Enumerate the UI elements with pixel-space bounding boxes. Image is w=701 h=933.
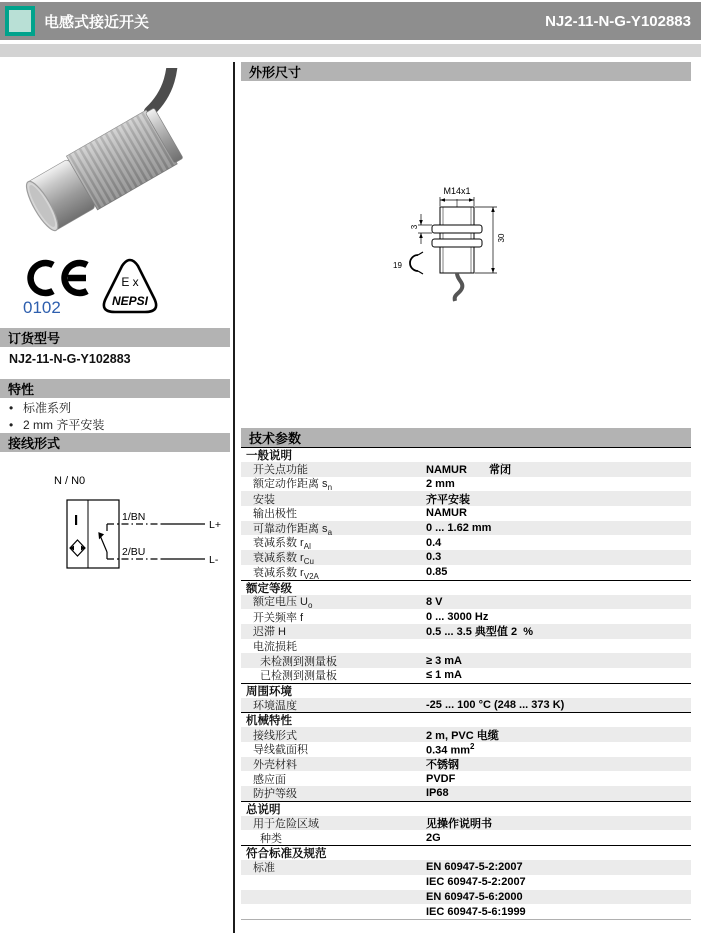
table-row <box>241 477 691 492</box>
row-value: NAMUR <box>426 507 467 520</box>
table-row <box>241 757 691 772</box>
row-value: 2G <box>426 831 441 844</box>
table-group-header: 机械特性 <box>241 712 691 727</box>
section-header-features <box>0 379 230 398</box>
row-label: 感应面 <box>253 773 286 786</box>
row-value: 不锈钢 <box>426 759 459 772</box>
table-row <box>241 742 691 757</box>
table-row <box>241 491 691 506</box>
section-title: 订货型号 <box>8 331 61 346</box>
tech-table <box>241 447 691 919</box>
nepsi-label: NEPSI <box>111 294 149 308</box>
product-code-header: NJ2-11-N-G-Y102883 <box>545 12 691 30</box>
table-bottom-rule <box>241 919 691 920</box>
row-label: 输出极性 <box>253 508 297 521</box>
row-label: 迟滞 H <box>253 626 286 639</box>
table-group-header: 总说明 <box>241 801 691 816</box>
table-row <box>241 786 691 801</box>
row-label: 安装 <box>253 493 275 506</box>
table-row <box>241 860 691 875</box>
section-title: 接线形式 <box>8 436 61 451</box>
table-group-header: 符合标准及规范 <box>241 845 691 860</box>
nepsi-mark <box>98 253 162 317</box>
row-value: 8 V <box>426 595 443 608</box>
drawing-cable <box>455 273 463 301</box>
nut-thickness-label: 3 <box>410 224 419 230</box>
header-strip <box>0 44 701 57</box>
row-value: 0.4 <box>426 536 442 549</box>
page-title: 电感式接近开关 <box>44 13 150 31</box>
row-value: IEC 60947-5-2:2007 <box>426 876 526 889</box>
page-header <box>0 2 701 40</box>
row-value: 2 m, PVC 电缆 <box>426 729 499 742</box>
switch-contact-icon <box>99 524 107 559</box>
row-value: IP68 <box>426 787 449 800</box>
row-value: -25 ... 100 °C (248 ... 373 K) <box>426 698 565 711</box>
row-value: 0 ... 3000 Hz <box>426 610 489 623</box>
row-label: 防护等级 <box>253 788 297 801</box>
table-row <box>241 890 691 905</box>
row-label: 衰减系数 $r_{V2A}$ <box>253 566 319 581</box>
row-value: 0.5 ... 3.5 典型值 2 % <box>426 626 533 639</box>
row-label: 已检测到测量板 <box>260 670 337 683</box>
wrench-size-label: 19 <box>393 261 402 270</box>
table-row <box>241 830 691 845</box>
table-row <box>241 565 691 580</box>
table-row <box>241 727 691 742</box>
table-row <box>241 875 691 890</box>
row-label: 可靠动作距离 $s_a$ <box>253 522 333 537</box>
row-value: ≤ 1 mA <box>426 669 462 682</box>
table-row <box>241 698 691 713</box>
table-row <box>241 771 691 786</box>
table-row <box>241 904 691 919</box>
cable <box>122 68 199 112</box>
table-row <box>241 595 691 610</box>
column-divider <box>233 62 235 933</box>
terminal-plus-label: L+ <box>209 519 221 531</box>
dimension-drawing <box>385 185 525 303</box>
row-label: 用于危险区域 <box>253 818 319 831</box>
row-value: 0.3 <box>426 551 442 564</box>
body-length-label: 30 <box>497 233 506 243</box>
row-value: ≥ 3 mA <box>426 654 462 667</box>
row-value: NAMUR 常闭 <box>426 464 511 477</box>
row-value: PVDF <box>426 772 456 785</box>
thread-dim-label: M14x1 <box>443 186 471 196</box>
wrench-icon <box>410 252 423 274</box>
row-label: 衰减系数 $r_{Cu}$ <box>253 551 314 567</box>
row-label: 标准 <box>253 862 275 875</box>
feature-item: • 2 mm 齐平安装 <box>9 417 104 434</box>
section-header-connection <box>0 433 230 452</box>
row-value: 0.85 <box>426 566 448 579</box>
table-row <box>241 639 691 654</box>
product-photo <box>8 68 222 254</box>
row-label: 种类 <box>260 832 282 845</box>
row-label: 开关点功能 <box>253 464 308 477</box>
terminal-minus-label: L- <box>209 554 219 566</box>
table-group-header: 周围环境 <box>241 683 691 698</box>
feature-item: • 标准系列 <box>9 400 104 417</box>
brand-logo-icon <box>5 6 35 36</box>
table-row <box>241 609 691 624</box>
row-value: 0 ... 1.62 mm <box>426 522 492 535</box>
wire2-label: 2/BU <box>122 546 146 558</box>
sensor-symbol: I <box>74 512 79 529</box>
section-title: 技术参数 <box>249 431 302 446</box>
row-label: 接线形式 <box>253 729 297 742</box>
row-label: 额定电压 $U_o$ <box>253 596 313 611</box>
wire1-label: 1/BN <box>122 511 146 523</box>
row-value: 见操作说明书 <box>426 818 492 831</box>
order-code: NJ2-11-N-G-Y102883 <box>9 352 131 366</box>
wiring-diagram <box>12 462 226 598</box>
inductive-symbol-icon <box>70 540 85 556</box>
section-title: 特性 <box>8 382 35 397</box>
row-value: 2 mm <box>426 478 455 491</box>
table-row <box>241 816 691 831</box>
row-label: 导线截面积 <box>253 744 308 757</box>
ce-number: 0102 <box>23 298 61 316</box>
row-label: 环境温度 <box>253 699 297 712</box>
nepsi-ex-label: E x <box>121 275 139 289</box>
row-label: 衰减系数 $r_{Al}$ <box>253 537 311 552</box>
row-label: 外壳材料 <box>253 759 297 772</box>
section-header-order <box>0 328 230 347</box>
row-value: EN 60947-5-6:2000 <box>426 890 523 903</box>
table-group-header: 额定等级 <box>241 580 691 595</box>
row-value: 0.34 $mm^2$ <box>426 742 475 757</box>
row-label: 未检测到测量板 <box>260 655 337 668</box>
table-row <box>241 653 691 668</box>
row-value: 齐平安装 <box>426 493 470 506</box>
table-row <box>241 668 691 683</box>
row-value: EN 60947-5-2:2007 <box>426 861 523 874</box>
section-header-tech <box>241 428 691 447</box>
features-list <box>9 400 104 434</box>
row-label: 电流损耗 <box>253 640 297 653</box>
ce-letters-icon <box>31 263 87 293</box>
row-value: IEC 60947-5-6:1999 <box>426 905 526 918</box>
ce-mark <box>22 256 94 316</box>
row-label: 额定动作距离 $s_n$ <box>253 478 333 493</box>
row-label: 开关频率 f <box>253 611 304 624</box>
table-row <box>241 624 691 639</box>
section-header-dimensions <box>241 62 691 81</box>
table-group-header: 一般说明 <box>241 447 691 462</box>
wiring-type-label: N / N0 <box>54 475 86 487</box>
section-title: 外形尺寸 <box>249 65 302 80</box>
